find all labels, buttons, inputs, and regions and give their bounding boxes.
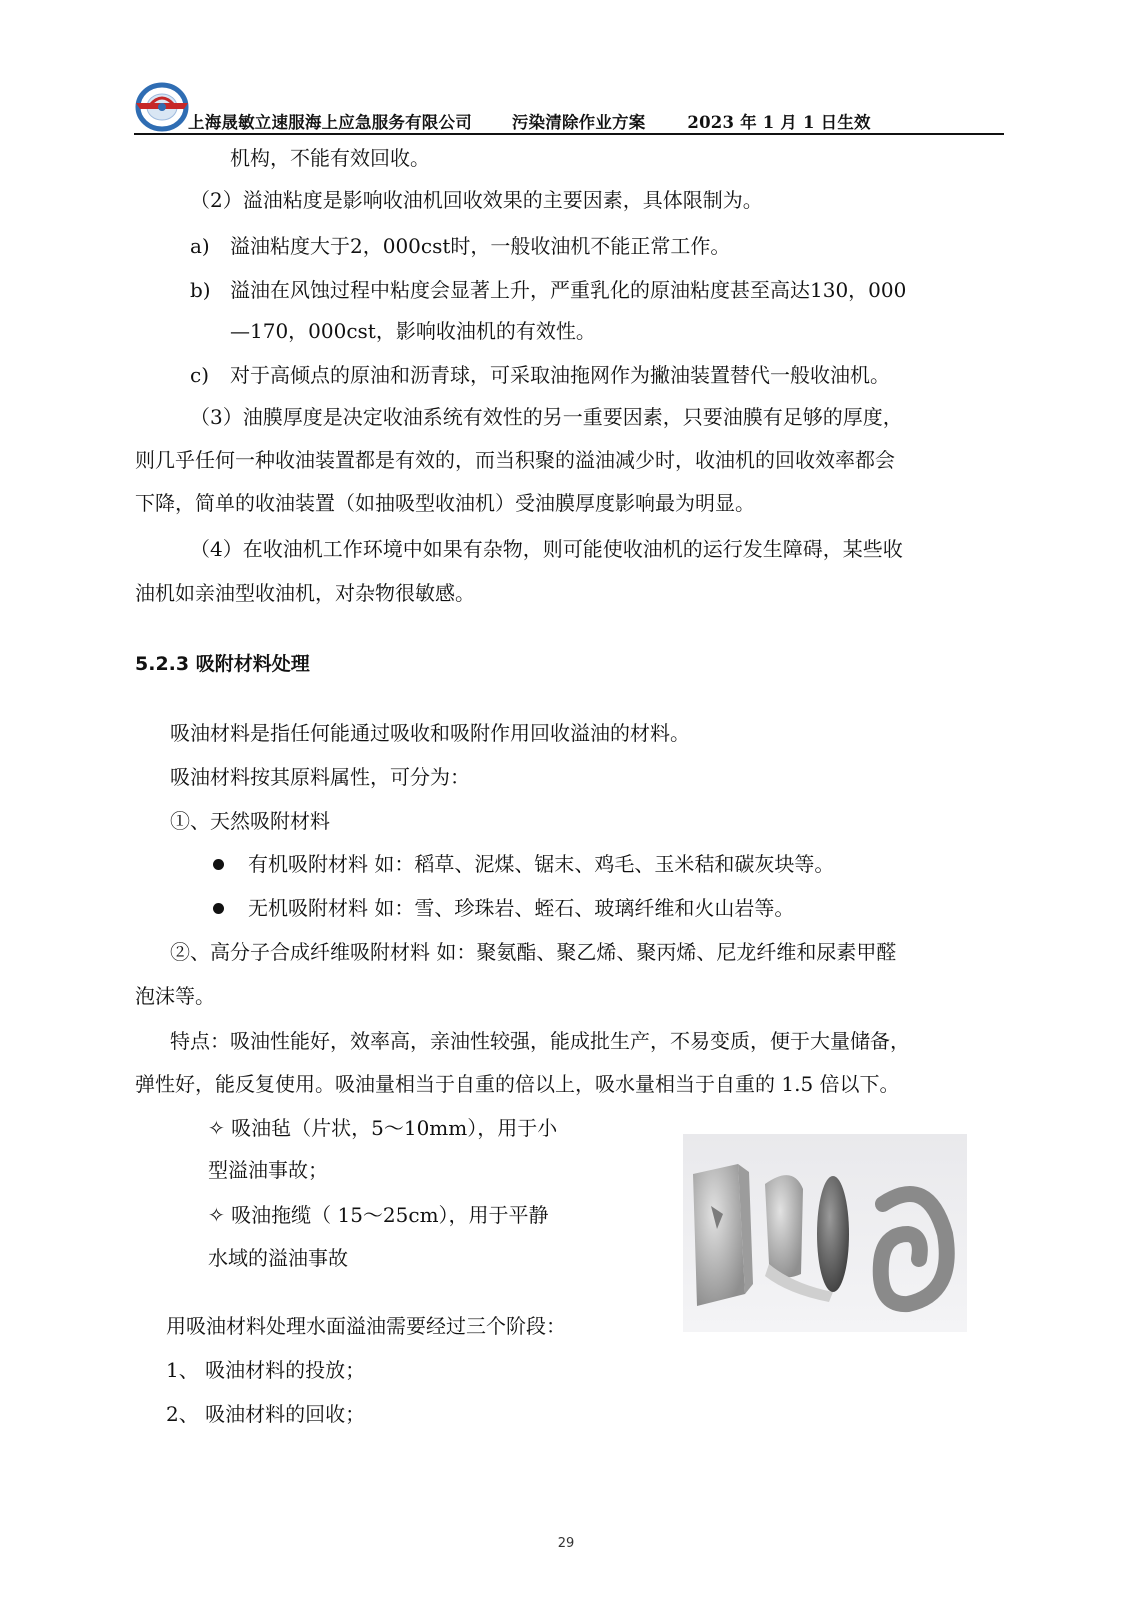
list-item: 无机吸附材料 如：雪、珍珠岩、蛭石、玻璃纤维和火山岩等。 xyxy=(248,896,795,920)
text-line: 用吸油材料处理水面溢油需要经过三个阶段： xyxy=(166,1314,566,1338)
list-item: 1、 吸油材料的投放； xyxy=(166,1358,366,1382)
list-item: ✧ 吸油拖缆（ 15～25cm），用于平静 xyxy=(208,1203,549,1227)
text-line: 泡沫等。 xyxy=(135,984,215,1008)
text-line: 吸油材料是指任何能通过吸收和吸附作用回收溢油的材料。 xyxy=(170,721,690,745)
list-label: c) xyxy=(190,363,210,387)
text-line: 溢油在风蚀过程中粘度会显著上升，严重乳化的原油粘度甚至高达130，000 xyxy=(230,278,907,302)
text-line: （3）油膜厚度是决定收油系统有效性的另一重要因素，只要油膜有足够的厚度， xyxy=(190,405,903,429)
header-plan: 污染清除作业方案 xyxy=(511,113,646,132)
page-number: 29 xyxy=(557,1536,575,1551)
header-divider xyxy=(134,133,1004,135)
text-line: ②、高分子合成纤维吸附材料 如：聚氨酯、聚乙烯、聚丙烯、尼龙纤维和尿素甲醛 xyxy=(170,940,897,964)
header-company: 上海晟敏立速服海上应急服务有限公司 xyxy=(188,113,472,132)
text-line: 则几乎任何一种收油装置都是有效的，而当积聚的溢油减少时，收油机的回收效率都会 xyxy=(135,448,895,472)
bullet-icon xyxy=(213,903,224,914)
absorbent-materials-photo xyxy=(683,1134,967,1332)
text-line: 水域的溢油事故 xyxy=(208,1246,348,1270)
company-logo xyxy=(134,81,190,133)
list-label: a) xyxy=(190,234,210,258)
text-line: 溢油粘度大于2，000cst时，一般收油机不能正常工作。 xyxy=(230,234,731,258)
text-line: （4）在收油机工作环境中如果有杂物，则可能使收油机的运行发生障碍，某些收 xyxy=(190,537,903,561)
text-line: 对于高倾点的原油和沥青球，可采取油拖网作为撇油装置替代一般收油机。 xyxy=(230,363,890,387)
text-line: （2）溢油粘度是影响收油机回收效果的主要因素，具体限制为。 xyxy=(190,188,763,212)
text-line: ①、天然吸附材料 xyxy=(170,809,330,833)
text-line: —170，000cst，影响收油机的有效性。 xyxy=(230,319,596,343)
list-item: ✧ 吸油毡（片状，5～10mm），用于小 xyxy=(208,1116,558,1140)
text-line: 特点：吸油性能好，效率高，亲油性较强，能成批生产，不易变质，便于大量储备， xyxy=(170,1029,910,1053)
text-line: 油机如亲油型收油机，对杂物很敏感。 xyxy=(135,581,475,605)
text-line: 机构，不能有效回收。 xyxy=(230,146,430,170)
bullet-icon xyxy=(213,859,224,870)
list-item: 2、 吸油材料的回收； xyxy=(166,1402,366,1426)
header-text xyxy=(188,109,871,133)
list-label: b) xyxy=(190,278,211,302)
text-line: 弹性好，能反复使用。吸油量相当于自重的倍以上，吸水量相当于自重的 1.5 倍以下。 xyxy=(135,1072,900,1096)
page-header xyxy=(134,75,1004,137)
header-effective-date: 2023 年 1 月 1 日生效 xyxy=(687,113,871,132)
section-heading: 5.2.3 吸附材料处理 xyxy=(135,653,310,675)
text-line: 吸油材料按其原料属性，可分为： xyxy=(170,765,470,789)
text-line: 型溢油事故； xyxy=(208,1158,328,1182)
absorbent-materials-illustration xyxy=(683,1134,967,1332)
text-line: 下降，简单的收油装置（如抽吸型收油机）受油膜厚度影响最为明显。 xyxy=(135,491,755,515)
list-item: 有机吸附材料 如：稻草、泥煤、锯末、鸡毛、玉米秸和碳灰块等。 xyxy=(248,852,835,876)
